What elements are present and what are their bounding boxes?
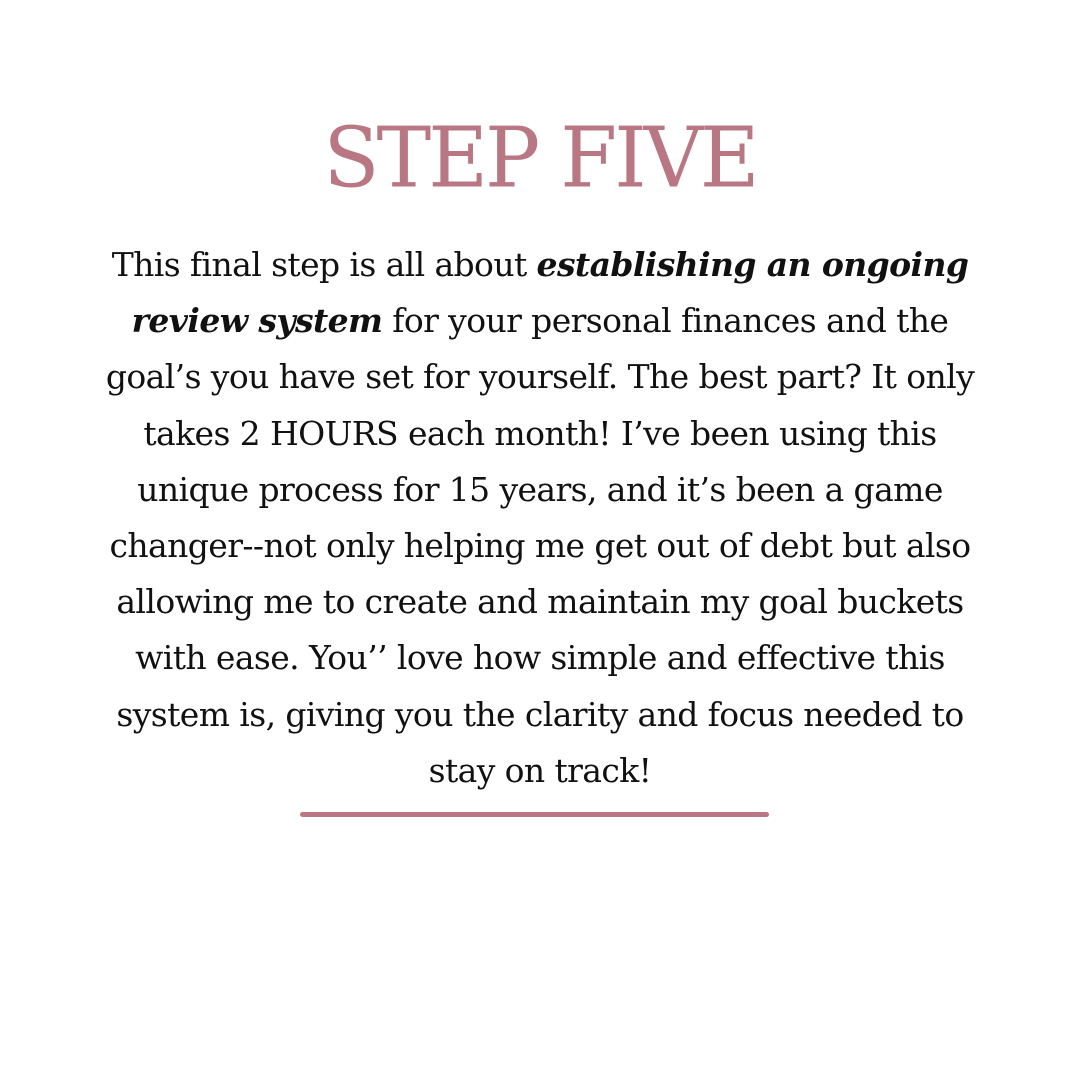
accent-divider <box>300 812 769 817</box>
description-rest: for your personal finances and the goal’s you have set for yourself. The best part? It only takes 2 HOURS each month! I’ve been using this unique process for 15 years, and it’s been a game changer--not only helping me get out of debt but also allowing me to create and maintain my goal buckets with ease. You’’ love how simple and effective this system is, giving you the clarity and focus needed to stay on track! <box>105 301 975 790</box>
description-intro: This final step is all about <box>111 245 537 284</box>
description-emphasis: establishing an ongoing review system <box>131 245 969 341</box>
step-heading: STEP FIVE <box>323 110 757 207</box>
step-description <box>90 237 990 799</box>
